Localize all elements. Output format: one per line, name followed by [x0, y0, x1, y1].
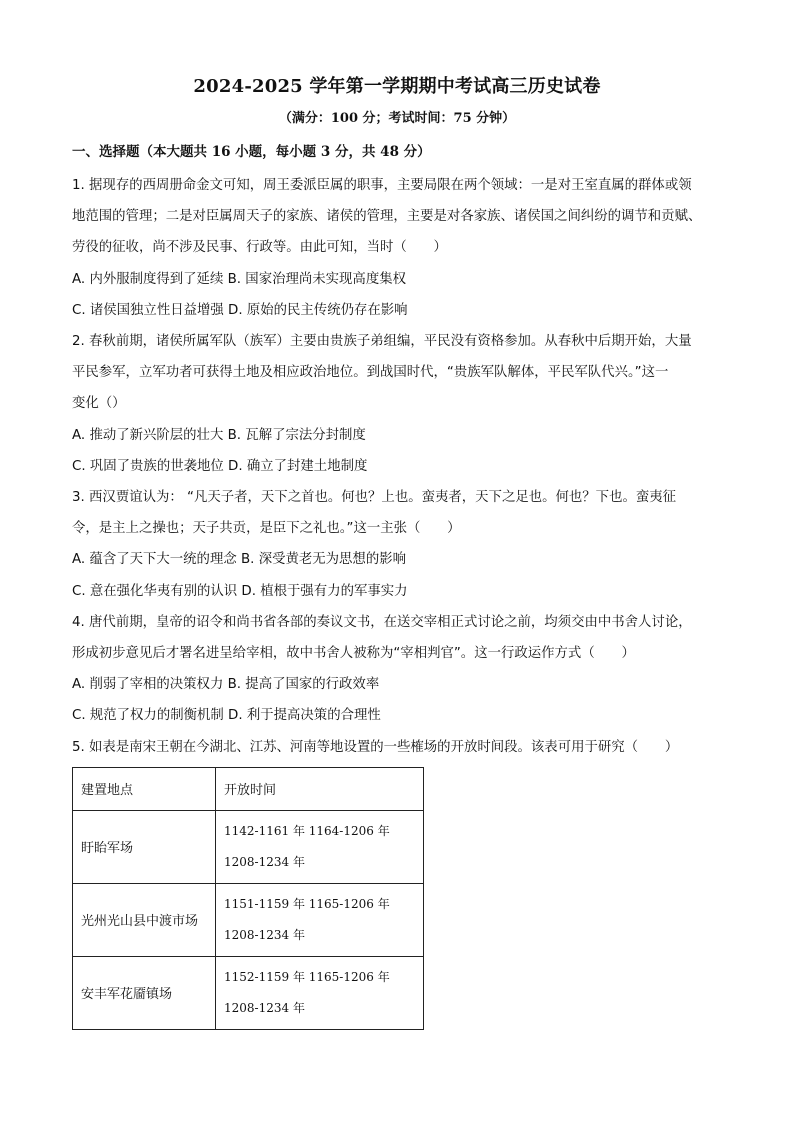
question-text-line: 1. 据现存的西周册命金文可知，周王委派臣属的职事，主要局限在两个领域：一是对王室直属的群体或领 — [72, 178, 692, 193]
question-text-line: 形成初步意见后才署名进呈给宰相，故中书舍人被称为“宰相判官”。这一行政运作方式（ ） — [72, 646, 635, 662]
option-line-ab: A. 推动了新兴阶层的壮大 B. 瓦解了宗法分封制度 — [72, 427, 366, 443]
time-line: 1142-1161 年 1164-1206 年 — [224, 823, 390, 838]
option-line-ab: A. 蕴含了天下大一统的理念 B. 深受黄老无为思想的影响 — [72, 552, 406, 568]
table-row — [73, 810, 424, 883]
question-text-line: 令，是主上之操也；天子共贡，是臣下之礼也。”这一主张（ ） — [72, 521, 461, 537]
table-row — [73, 883, 424, 956]
option-line-cd: C. 巩固了贵族的世袭地位 D. 确立了封建土地制度 — [72, 458, 368, 474]
time-line: 1151-1159 年 1165-1206 年 — [224, 896, 390, 911]
question-text-line: 4. 唐代前期，皇帝的诏令和尚书省各部的奏议文书，在送交宰相正式讨论之前，均须交由中书舍人讨论， — [72, 614, 692, 630]
table-cell-time — [216, 810, 424, 883]
question-text-line: 5. 如表是南宋王朝在今湖北、江苏、河南等地设置的一些榷场的开放时间段。该表可用于研究（ ） — [72, 739, 679, 755]
table-cell-place: 安丰军花靥镇场 — [73, 956, 216, 1029]
table-cell-time — [216, 956, 424, 1029]
question-3 — [72, 482, 724, 607]
question-4 — [72, 607, 724, 732]
table-cell-place: 光州光山县中渡市场 — [73, 883, 216, 956]
exam-title: 2024-2025 学年第一学期期中考试高三历史试卷 — [193, 76, 601, 97]
section-heading: 一、选择题（本大题共 16 小题，每小题 3 分，共 48 分） — [72, 144, 431, 160]
option-line-cd: C. 规范了权力的制衡机制 D. 利于提高决策的合理性 — [72, 708, 381, 724]
question-2 — [72, 326, 724, 482]
exam-subtitle: （满分：100 分；考试时间：75 分钟） — [278, 111, 516, 126]
question-text-line: 平民参军，立军功者可获得土地及相应政治地位。到战国时代，“贵族军队解体，平民军队代兴。”这一 — [72, 365, 669, 381]
option-line-cd: C. 诸侯国独立性日益增强 D. 原始的民主传统仍存在影响 — [72, 302, 408, 318]
time-line: 1208-1234 年 — [224, 1000, 305, 1015]
question-text-line: 地范围的管理；二是对臣属周天子的家族、诸侯的管理，主要是对各家族、诸侯国之间纠纷的调节和贡赋、 — [72, 209, 702, 225]
question-text-line: 变化（） — [72, 396, 126, 412]
table-cell-place: 盱眙军场 — [73, 810, 216, 883]
question-1 — [72, 170, 724, 326]
table-header-cell: 开放时间 — [216, 767, 424, 810]
option-line-ab: A. 内外服制度得到了延续 B. 国家治理尚未实现高度集权 — [72, 271, 406, 287]
question-text-line: 2. 春秋前期，诸侯所属军队（族军）主要由贵族子弟组编，平民没有资格参加。从春秋中后期开始，大量 — [72, 334, 692, 350]
market-table — [72, 767, 424, 1030]
table-row — [73, 956, 424, 1029]
question-text-line: 3. 西汉贾谊认为： “凡天子者，天下之首也。何也？上也。蛮夷者，天下之足也。何也？下也。蛮夷征 — [72, 490, 677, 506]
time-line: 1208-1234 年 — [224, 854, 305, 869]
table-header-cell: 建置地点 — [73, 767, 216, 810]
option-line-cd: C. 意在强化华夷有别的认识 D. 植根于强有力的军事实力 — [72, 583, 408, 599]
time-line: 1152-1159 年 1165-1206 年 — [224, 969, 390, 984]
table-cell-time — [216, 883, 424, 956]
option-line-ab: A. 削弱了宰相的决策权力 B. 提高了国家的行政效率 — [72, 677, 380, 693]
time-line: 1208-1234 年 — [224, 927, 305, 942]
question-5 — [72, 732, 724, 763]
questions-area — [72, 170, 724, 1030]
table-header-row — [73, 767, 424, 810]
question-text-line: 劳役的征收，尚不涉及民事、行政等。由此可知，当时（ ） — [72, 240, 447, 256]
